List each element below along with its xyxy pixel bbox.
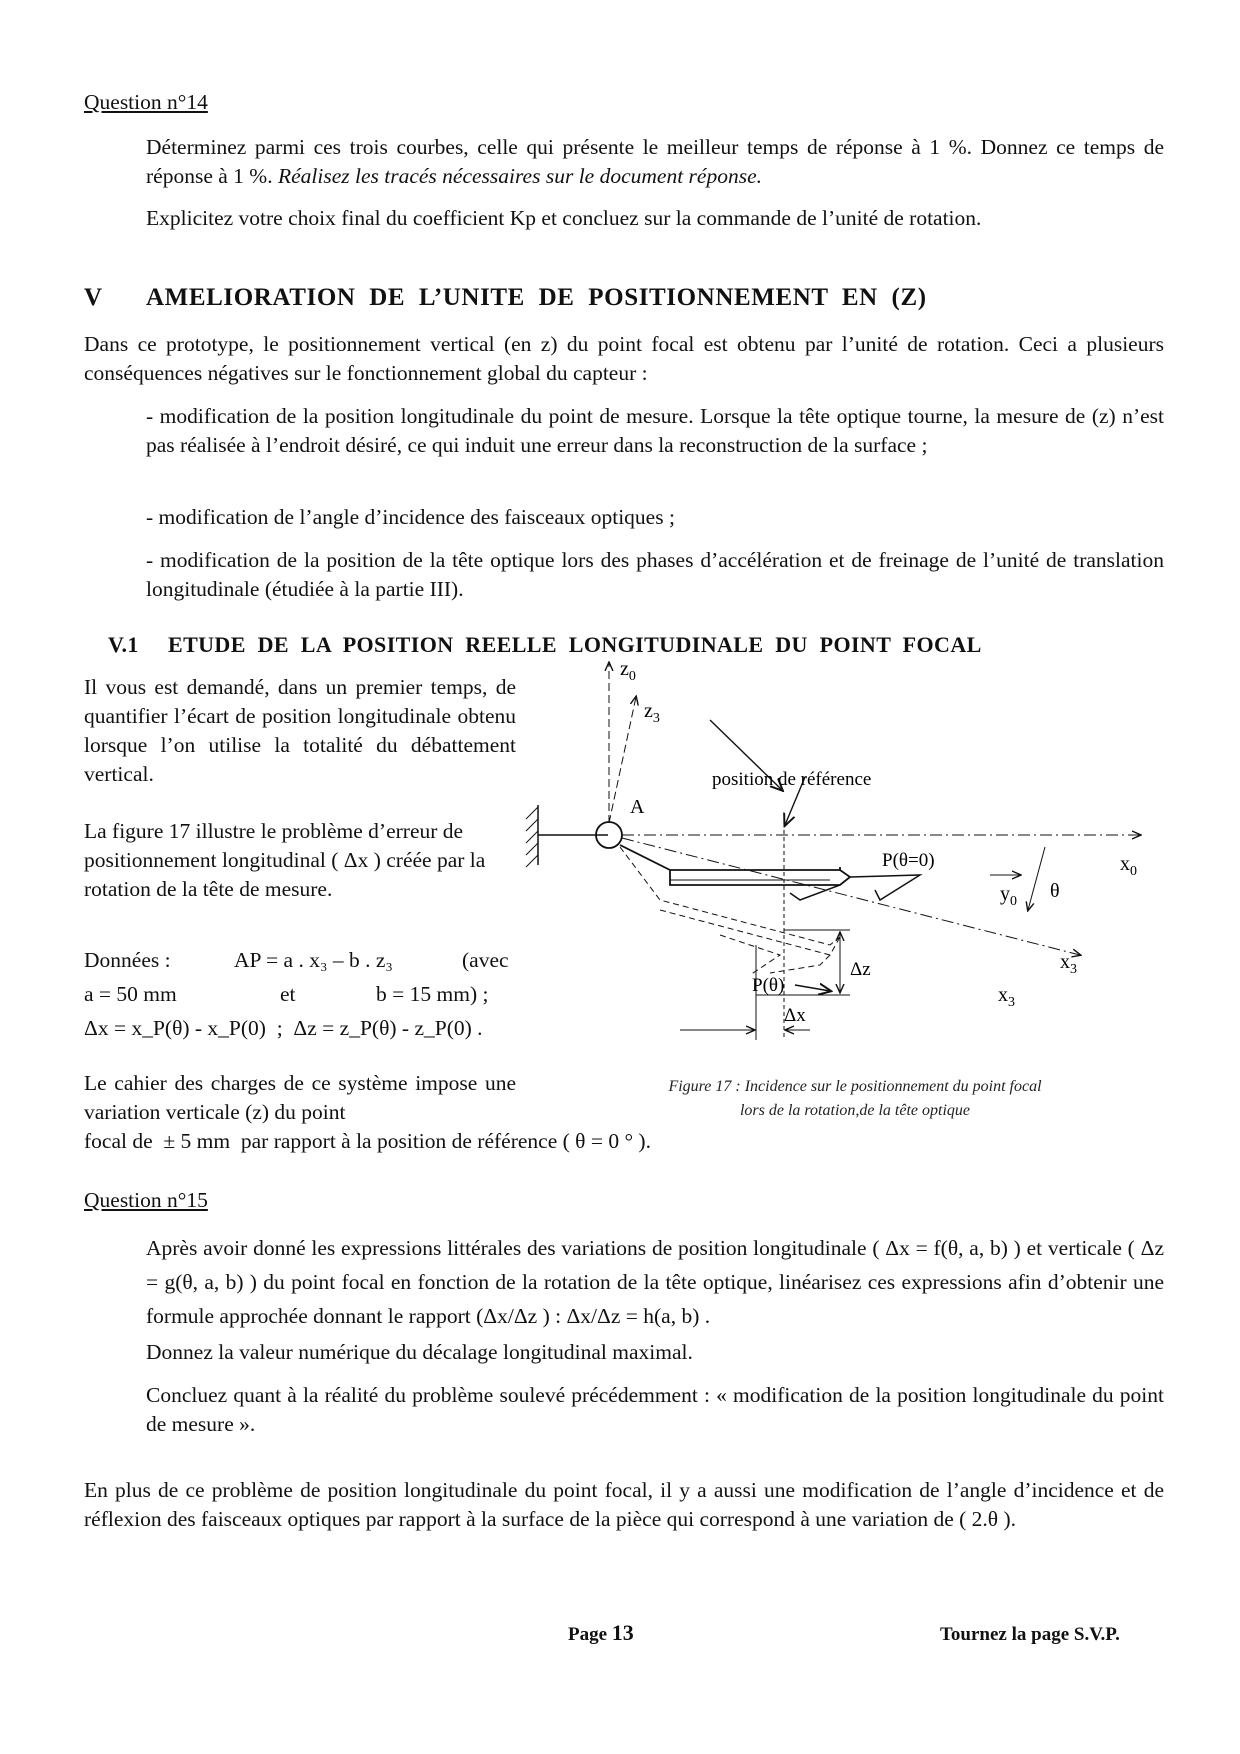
section-intro: Dans ce prototype, le positionnement vertical (en z) du point focal est obtenu par l’unité de rotation. Ceci a plusieurs conséquences négatives sur le fonctionnement global du capteur : (84, 332, 1164, 385)
question-14-title: Question n°14 (84, 90, 208, 114)
subsection-number: V.1 (108, 632, 139, 657)
turn-page-note: Tournez la page S.V.P. (940, 1624, 1120, 1645)
a-value: a = 50 mm (84, 982, 177, 1006)
optical-head-rotated (620, 847, 840, 975)
question-15-paragraph-3: Concluez quant à la réalité du problème soulevé précédemment : « modification de la position longitudinale du point de mesure ». (146, 1383, 1164, 1436)
subsection-paragraph-1: Il vous est demandé, dans un premier temps, de quantifier l’écart de position longitudinale obtenu lorsque l’on utilise la totalité du débattement vertical. (84, 675, 516, 786)
donnees-label: Données : (84, 948, 171, 972)
caption-line-2: lors de la rotation,de la tête optique (739, 1102, 971, 1119)
point-a-label: A (630, 796, 645, 818)
caption-line-1: Figure 17 : Incidence sur le positionnement du point focal (668, 1078, 1042, 1095)
p-theta-label: P(θ) (752, 975, 785, 996)
question-15-title: Question n°15 (84, 1188, 208, 1212)
y0-label: $y_0$ (1000, 883, 1017, 909)
page-number-value: 13 (611, 1620, 634, 1645)
p-theta-pointer (795, 985, 830, 991)
donnees-equation: AP = a . x₃ – b . z₃ (234, 948, 393, 972)
delta-equation: Δx = x_P(θ) - x_P(0) ; Δz = z_P(θ) - z_P(0) . (84, 1016, 483, 1040)
figure-17-diagram (520, 655, 1160, 1055)
reference-label: position de référence (712, 769, 872, 790)
figure-17-caption (570, 1075, 1140, 1123)
theta-arrow (1028, 847, 1045, 910)
b-value: b = 15 mm) ; (376, 982, 489, 1006)
section-number: V (84, 284, 103, 311)
donnees-avec: (avec (462, 948, 509, 972)
subsection-title: ETUDE DE LA POSITION REELLE LONGITUDINALE DU POINT FOCAL (168, 632, 982, 657)
p-theta0-label: P(θ=0) (882, 850, 935, 871)
page-number (568, 1618, 634, 1649)
bullet-3: - modification de la position de la tête optique lors des phases d’accélération et de freinage de l’unité de translation longitudinale (étudiée à la partie III). (146, 548, 1164, 601)
bullet-1: - modification de la position longitudinale du point de mesure. Lorsque la tête optique tourne, la mesure de (z) n’est pas réalisée à l’endroit désiré, ce qui induit une erreur dans la reconstruction de la surface ; (146, 404, 1164, 457)
et-word: et (280, 982, 296, 1006)
subsection-paragraph-3: Le cahier des charges de ce système impose une variation verticale (z) du point (84, 1071, 516, 1124)
x0-label: $x_0$ (1120, 853, 1137, 879)
z3-label: $z_3$ (644, 700, 660, 726)
question-14-italic-text: Réalisez les tracés nécessaires sur le document réponse. (277, 164, 762, 188)
subsection-paragraph-2: La figure 17 illustre le problème d’erreur de positionnement longitudinal ( Δx ) créée par la rotation de la tête de mesure. (84, 819, 486, 901)
question-14-paragraph-2: Explicitez votre choix final du coefficient Kp et concluez sur la commande de l’unité de rotation. (146, 206, 982, 230)
x3-label-right: $x_3$ (1060, 951, 1077, 977)
x3-label-lower: $x_3$ (998, 984, 1015, 1010)
z0-label: $z_0$ (620, 658, 636, 684)
delta-dimensions (680, 830, 850, 1040)
bullet-2: - modification de l’angle d’incidence des faisceaux optiques ; (146, 505, 675, 529)
question-14-paragraph-1 (146, 133, 1164, 191)
question-14-text: Déterminez parmi ces trois courbes, celle qui présente le meilleur temps de réponse à 1 %. Donnez ce temps de réponse à 1 %. (146, 135, 1164, 188)
subsection-paragraph-3-end: focal de ± 5 mm par rapport à la position de référence ( θ = 0 ° ). (84, 1129, 651, 1153)
theta-label: θ (1050, 880, 1060, 902)
delta-z-label: Δz (850, 959, 871, 980)
page-prefix: Page (568, 1624, 608, 1645)
delta-x-label: Δx (784, 1005, 806, 1026)
question-15-paragraph-2: Donnez la valeur numérique du décalage longitudinal maximal. (146, 1340, 693, 1364)
section-title: AMELIORATION DE L’UNITE DE POSITIONNEMENT EN (Z) (146, 284, 927, 311)
question-15-paragraph-1: Après avoir donné les expressions littérales des variations de position longitudinale ( Δx = f(θ, a, b) ) et verticale ( Δz = g(θ, a, b) ) du point focal en fonction de la rotation de la tête optique, linéarisez ces expressions afin d’obtenir une formule approchée donnant le rapport (Δx/Δz ) : Δx/Δz = h(a, b) . (146, 1236, 1164, 1328)
optical-head-reference (620, 845, 920, 900)
closing-paragraph: En plus de ce problème de position longitudinale du point focal, il y a aussi une modification de l’angle d’incidence et de réflexion des faisceaux optiques par rapport à la surface de la pièce qui correspond à une variation de ( 2.θ ). (84, 1478, 1164, 1531)
